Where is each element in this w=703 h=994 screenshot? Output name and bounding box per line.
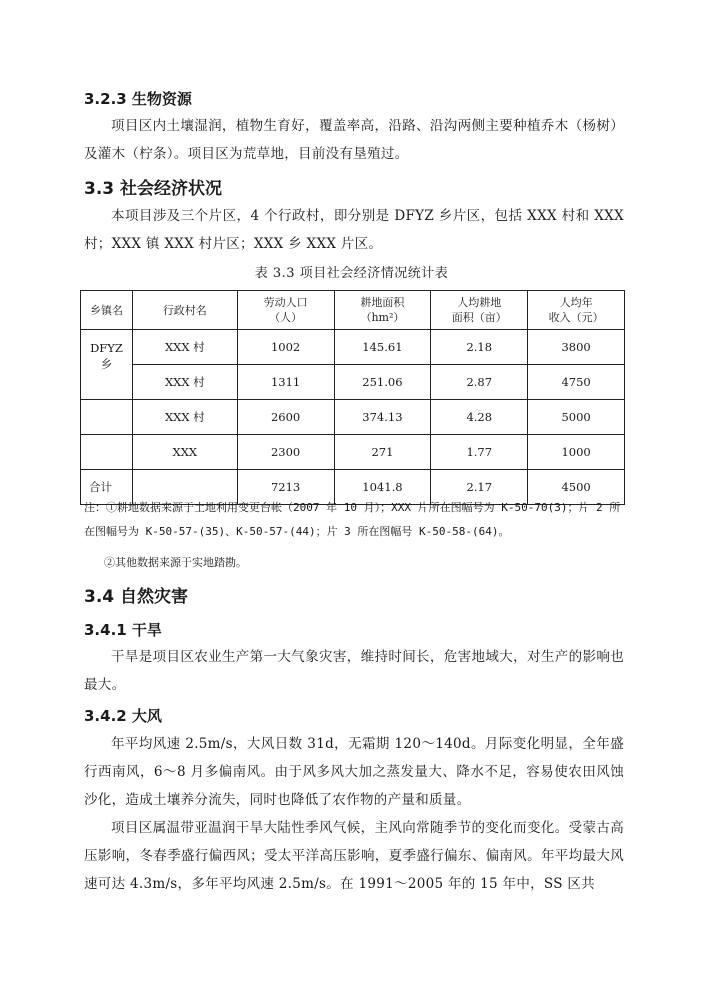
heading-3-4-2: 3.4.2 大风 [84,707,162,725]
cell-farmland: 374.13 [334,400,431,435]
paragraph-bio-resources: 项目区内土壤湿润，植物生育好，覆盖率高，沿路、沿沟两侧主要种植乔木（杨树）及灌木（柠条）。项目区为荒草地，目前没有垦殖过。 [84,118,624,162]
cell-income: 5000 [528,400,625,435]
col-header-township: 乡镇名 [81,291,133,330]
paragraph-social-economy: 本项目涉及三个片区，4 个行政村，即分别是 DFYZ 乡片区，包括 XXX 村和 XXX 村；XXX 镇 XXX 村片区；XXX 乡 XXX 片区。 [84,208,624,252]
heading-3-3: 3.3 社会经济状况 [84,179,223,199]
cell-farmland: 271 [334,435,431,470]
cell-income: 3800 [528,330,625,365]
col-header-income-text: 人均年 收入（元） [548,296,604,324]
table-note-2: ②其他数据来源于实地踏勘。 [104,556,247,569]
socio-economic-table [80,290,625,505]
table-row [81,400,625,435]
cell-per-capita-land: 2.17 [431,470,528,505]
paragraph-drought: 干旱是项目区农业生产第一大气象灾害，维持时间长，危害地域大，对生产的影响也最大。 [84,649,624,693]
col-header-labor [237,291,334,330]
cell-per-capita-land: 4.28 [431,400,528,435]
cell-labor: 1002 [237,330,334,365]
col-header-farmland-text: 耕地面积 （hm²） [360,296,405,324]
col-header-farmland [334,291,431,330]
heading-3-4-1: 3.4.1 干旱 [84,621,162,639]
paragraph-wind-1: 年平均风速 2.5m/s，大风日数 31d，无霜期 120～140d。月际变化明显，全年盛行西南风，6～8 月多偏南风。由于风多风大加之蒸发量大、降水不足，容易使农田风蚀沙化，造成土壤养分流失，同时也降低了农作物的产量和质量。 [84,736,624,808]
cell-labor: 2300 [237,435,334,470]
table-row [81,435,625,470]
table-note-1: 注：①耕地数据来源于土地利用变更台帐（2007 年 10 月）；XXX 片所在图幅号为 K-50-70(3)；片 2 所在图幅号为 K-50-57-(35)、K-50-57-(44)；片 3 所在图幅号 K-50-58-(64)。 [84,501,621,538]
col-header-per-capita-land [431,291,528,330]
table-caption: 表 3.3 项目社会经济情况统计表 [254,266,449,281]
cell-township [81,435,133,470]
heading-3-2-3: 3.2.3 生物资源 [84,90,192,108]
cell-labor: 2600 [237,400,334,435]
cell-farmland: 1041.8 [334,470,431,505]
cell-income: 1000 [528,435,625,470]
cell-total-label: 合计 [81,470,133,505]
cell-village: XXX 村 [132,365,237,400]
col-header-income [528,291,625,330]
col-header-village: 行政村名 [132,291,237,330]
col-header-labor-text: 劳动人口 （人） [263,296,308,324]
cell-village: XXX 村 [132,400,237,435]
heading-3-4: 3.4 自然灾害 [84,587,189,607]
table-header-row [81,291,625,330]
cell-township [81,400,133,435]
cell-income: 4500 [528,470,625,505]
cell-village: XXX 村 [132,330,237,365]
cell-per-capita-land: 1.77 [431,435,528,470]
cell-farmland: 145.61 [334,330,431,365]
cell-labor: 7213 [237,470,334,505]
cell-income: 4750 [528,365,625,400]
cell-per-capita-land: 2.18 [431,330,528,365]
col-header-per-capita-land-text: 人均耕地 面积（亩） [451,296,507,324]
cell-township: DFYZ 乡 [81,330,133,400]
cell-farmland: 251.06 [334,365,431,400]
paragraph-wind-2: 项目区属温带亚温润干旱大陆性季风气候，主风向常随季节的变化而变化。受蒙古高压影响，冬春季盛行偏西风；受太平洋高压影响，夏季盛行偏东、偏南风。年平均最大风速可达 4.3m/s，多年平均风速 2.5m/s。在 1991～2005 年的 15 年中，SS 区共 [84,820,624,892]
cell-village: XXX [132,435,237,470]
cell-per-capita-land: 2.87 [431,365,528,400]
cell-labor: 1311 [237,365,334,400]
table-row [81,365,625,400]
table-row [81,330,625,365]
